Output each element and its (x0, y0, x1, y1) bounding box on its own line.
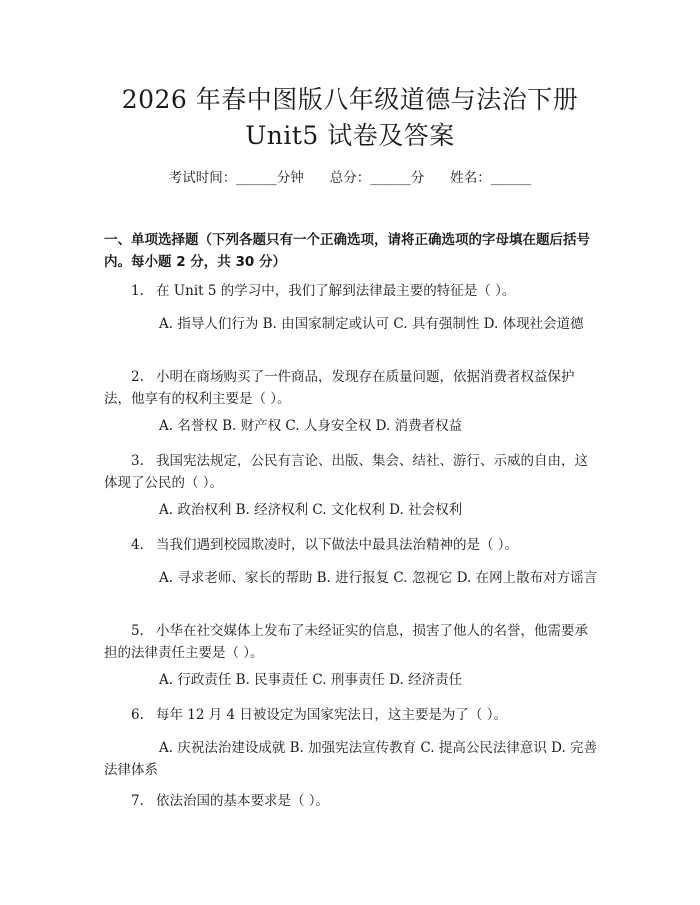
options-text: A. 寻求老师、家长的帮助 B. 进行报复 C. 忽视它 D. 在网上散布对方谣言 (159, 570, 598, 586)
question-options (104, 415, 600, 437)
question-number: 7. (131, 793, 144, 809)
question-text: 当我们遇到校园欺凌时，以下做法中最具法治精神的是（ ）。 (156, 537, 519, 553)
exam-info-line (0, 168, 700, 188)
question-stem (104, 620, 600, 664)
exam-title-line1: 2026 年春中图版八年级道德与法治下册 (121, 85, 579, 114)
question-text: 依法治国的基本要求是（ ）。 (156, 793, 330, 809)
exam-time-field: 考试时间：______分钟 (168, 170, 304, 186)
question-text: 小华在社交媒体上发布了未经证实的信息，损害了他人的名誉，他需要承担的法律责任主要是（ ）。 (104, 623, 588, 661)
question-stem (104, 704, 600, 726)
total-score-field: 总分：______分 (329, 170, 425, 186)
question-stem (104, 450, 600, 494)
question-number: 5. (131, 623, 144, 639)
question-text: 每年 12 月 4 日被设定为国家宪法日，这主要是为了（ ）。 (156, 707, 507, 723)
options-text: A. 行政责任 B. 民事责任 C. 刑事责任 D. 经济责任 (159, 672, 463, 688)
question-options (104, 313, 600, 335)
section-heading: 一、单项选择题（下列各题只有一个正确选项，请将正确选项的字母填在题后括号内。每小题 2 分，共 30 分） (104, 232, 590, 270)
student-name-field: 姓名：______ (450, 170, 532, 186)
question-text: 我国宪法规定，公民有言论、出版、集会、结社、游行、示威的自由，这体现了公民的（ ）。 (104, 453, 588, 491)
options-text: A. 指导人们行为 B. 由国家制定或认可 C. 具有强制性 D. 体现社会道德 (159, 316, 584, 332)
question-stem (104, 790, 600, 812)
question-options (104, 737, 600, 781)
question-number: 4. (131, 537, 144, 553)
question-number: 3. (131, 453, 144, 469)
options-text: A. 政治权利 B. 经济权利 C. 文化权利 D. 社会权利 (159, 502, 463, 518)
question-options (104, 567, 600, 589)
question-options (104, 499, 600, 521)
options-text: A. 庆祝法治建设成就 B. 加强宪法宣传教育 C. 提高公民法律意识 D. 完善法律体系 (104, 740, 598, 778)
question-stem (104, 534, 600, 556)
question-number: 1. (131, 283, 144, 299)
question-text: 在 Unit 5 的学习中，我们了解到法律最主要的特征是（ ）。 (156, 283, 516, 299)
question-stem (104, 280, 600, 302)
exam-title-line2: Unit5 试卷及答案 (245, 121, 455, 150)
question-number: 2. (131, 369, 144, 385)
options-text: A. 名誉权 B. 财产权 C. 人身安全权 D. 消费者权益 (159, 418, 463, 434)
question-number: 6. (131, 707, 144, 723)
question-stem (104, 366, 600, 410)
question-options (104, 669, 600, 691)
question-text: 小明在商场购买了一件商品，发现存在质量问题，依据消费者权益保护法，他享有的权利主要是（ ）。 (104, 369, 575, 407)
